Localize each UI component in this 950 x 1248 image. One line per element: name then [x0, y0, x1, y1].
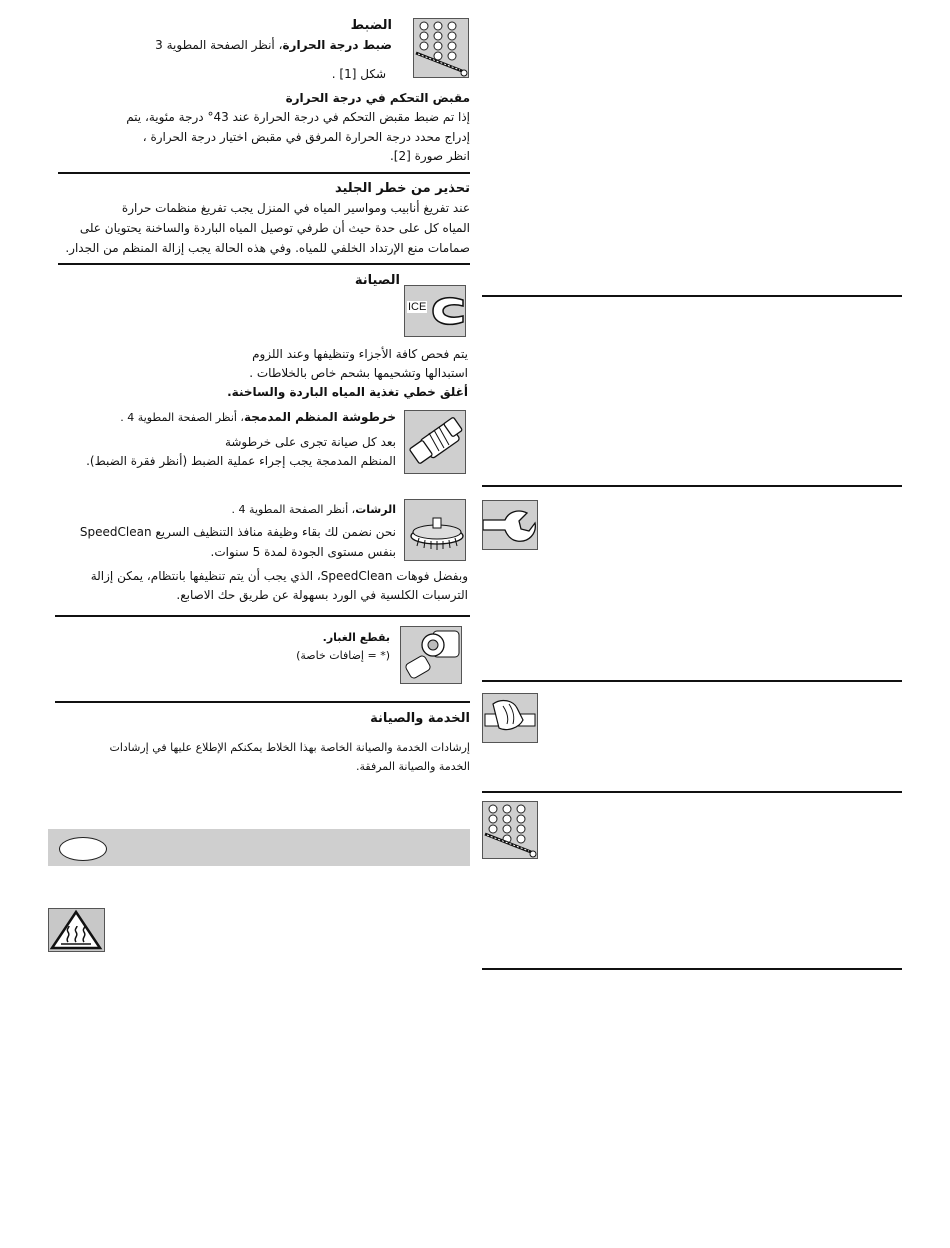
- cartridge-heading: خرطوشة المنظم المدمجة: [244, 410, 396, 424]
- ice-label: ICE: [408, 301, 427, 313]
- wrench-icon: [482, 500, 538, 550]
- divider: [482, 791, 902, 793]
- dial-grid-icon: [482, 801, 538, 859]
- language-bar: [48, 829, 470, 866]
- temp-adjust-line: [110, 36, 392, 55]
- ice-wrench-icon: [404, 285, 466, 337]
- temp-adjust-heading: ضبط درجة الحرارة: [282, 38, 392, 52]
- sprays-ref: ، أنظر الصفحة المطوية 4 .: [231, 503, 356, 516]
- divider: [482, 680, 902, 682]
- cartridge-line-2: المنظم المدمجة يجب إجراء عملية الضبط (أنظر فقرة الضبط).: [86, 454, 396, 468]
- divider: [55, 615, 470, 617]
- knob-line-3: انظر صورة [2].: [389, 149, 470, 163]
- hand-pipe-icon: [482, 693, 538, 743]
- hot-surface-warning-icon: [48, 908, 105, 952]
- adjust-title: الضبط: [350, 18, 392, 33]
- maintenance-title: الصيانة: [354, 273, 400, 288]
- language-badge: [59, 837, 107, 861]
- sprays-line-1: نحن نضمن لك بقاء وظيفة منافذ التنظيف السريع SpeedClean: [79, 525, 396, 539]
- knob-line-1: إذا تم ضبط مقبض التحكم في درجة الحرارة عند 43° درجة مئوية، يتم: [126, 110, 470, 124]
- cartridge-title-line: [100, 408, 396, 427]
- spray-disc-icon: [404, 499, 466, 561]
- figure-ref: شكل [1] .: [331, 67, 386, 81]
- frost-title: تحذير من خطر الجليد: [334, 181, 470, 196]
- cartridge-line-1: بعد كل صيانة تجرى على خرطوشة: [224, 435, 396, 449]
- sprays-heading: الرشات: [355, 503, 396, 516]
- service-line-2: الخدمة والصيانة المرفقة.: [355, 760, 470, 773]
- cartridge-icon: [404, 410, 466, 474]
- dial-grid-icon: [413, 18, 469, 78]
- divider: [58, 263, 470, 265]
- maintenance-line-2: استبدالها وتشحيمها بشحم خاص بالخلاطات .: [249, 366, 468, 380]
- sprays-line-2: بنفس مستوى الجودة لمدة 5 سنوات.: [210, 545, 396, 559]
- service-line-1: إرشادات الخدمة والصيانة الخاصة بهذا الخلاط يمكنكم الإطلاع عليها في إرشادات: [109, 741, 470, 754]
- frost-line-2: المياه كل على حدة حيث أن طرفي توصيل المياه الباردة والساخنة يحتويان على: [79, 221, 470, 235]
- divider: [482, 968, 902, 970]
- divider: [58, 172, 470, 174]
- dirt-heading: بقطع الغبار.: [322, 631, 390, 644]
- maintenance-line-1: يتم فحص كافة الأجزاء وتنظيفها وعند اللزوم: [252, 347, 468, 361]
- divider: [482, 485, 902, 487]
- temp-adjust-ref: ، أنظر الصفحة المطوية 3: [155, 38, 283, 52]
- dirt-note: (* = إضافات خاصة): [296, 649, 390, 662]
- knob-line-2: إدراج محدد درجة الحرارة المرفق في مقبض اختيار درجة الحرارة ،: [142, 130, 470, 144]
- frost-line-1: عند تفريغ أنابيب ومواسير المياه في المنزل يجب تفريغ منظمات حرارة: [121, 201, 470, 215]
- frost-line-3: صمامات منع الإرتداد الخلفي للمياه. وفي هذه الحالة يجب إزالة المنظم من الجدار.: [65, 241, 470, 255]
- sprays-line-3: وبفضل فوهات SpeedClean، الذي يجب أن يتم تنظيفها بانتظام، يمكن إزالة: [90, 569, 468, 583]
- divider: [55, 701, 470, 703]
- cartridge-ref: ، أنظر الصفحة المطوية 4 .: [120, 411, 244, 424]
- close-supply-text: أغلق خطي تغذية المياه الباردة والساخنة.: [227, 385, 468, 399]
- sprays-line-4: الترسبات الكلسية في الورد بسهولة عن طريق حك الاصابع.: [176, 588, 468, 602]
- dirt-filter-icon: [400, 626, 462, 684]
- service-title: الخدمة والصيانة: [370, 711, 470, 726]
- sprays-title-line: [100, 500, 396, 519]
- divider: [482, 295, 902, 297]
- knob-title: مقبض التحكم في درجة الحرارة: [285, 91, 470, 105]
